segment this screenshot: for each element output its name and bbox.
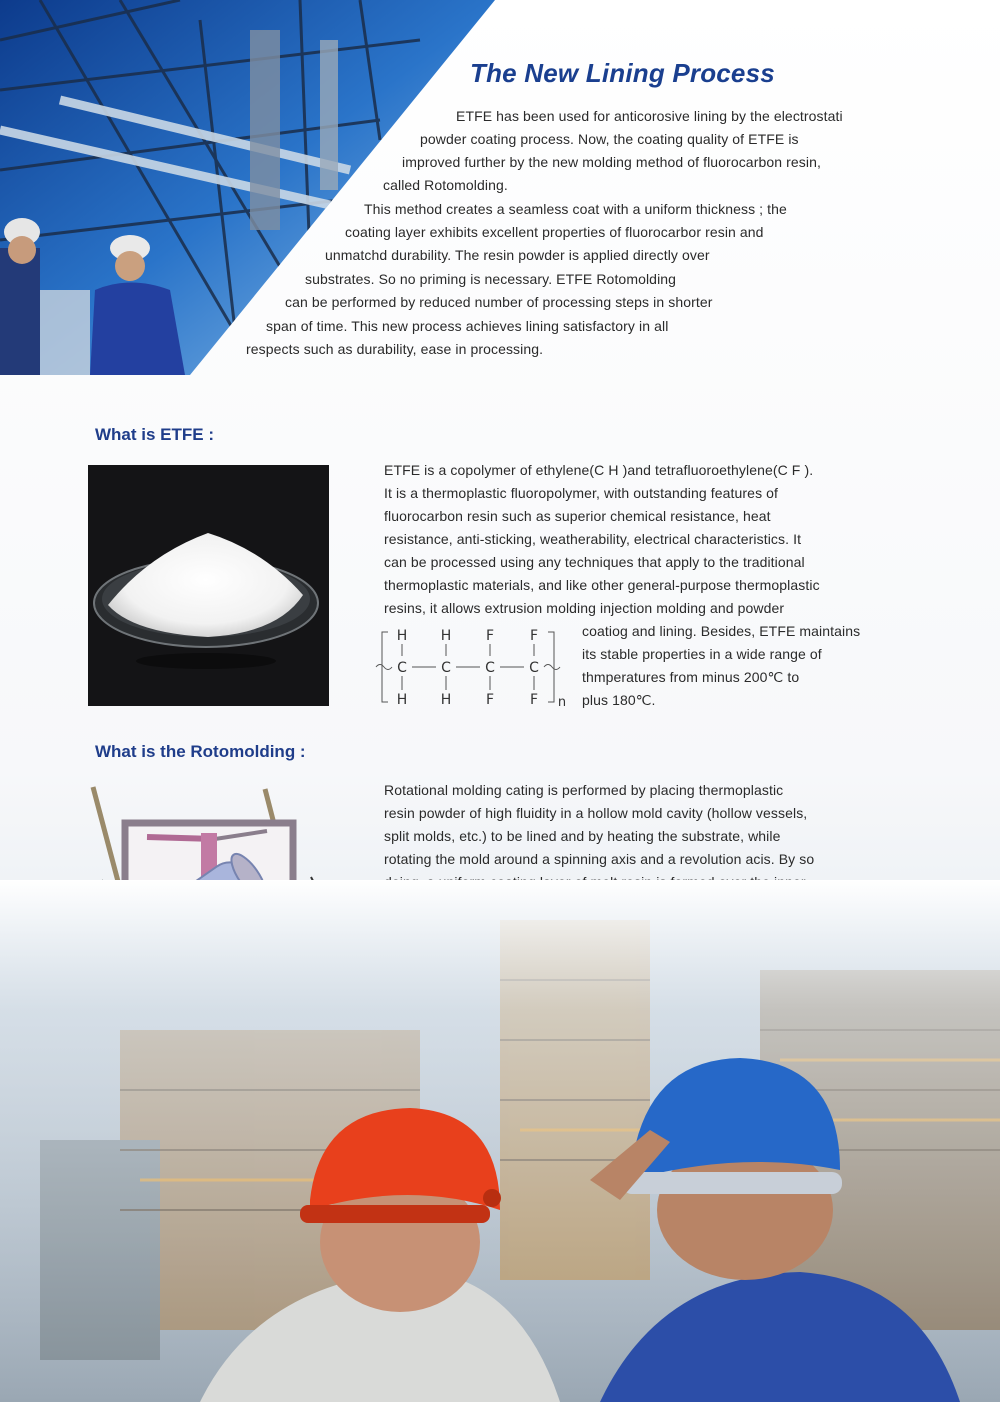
roto-line: resin powder of high fluidity in a hollow mold cavity (hollow vessels,: [384, 805, 808, 821]
etfe-line: resistance, anti-sticking, weatherability, electrical characteristics. It: [384, 531, 802, 547]
etfe-structural-formula: [372, 624, 577, 712]
intro-line: respects such as durability, ease in processing.: [246, 341, 544, 357]
intro-line: ETFE has been used for anticorosive lining by the electrostati: [456, 108, 843, 124]
intro-line: substrates. So no priming is necessary. ETFE Rotomolding: [305, 271, 677, 287]
intro-line: called Rotomolding.: [383, 177, 508, 193]
intro-line: improved further by the new molding method of fluorocarbon resin,: [402, 154, 821, 170]
roto-line: rotating the mold around a spinning axis and a revolution acis. By so: [384, 851, 815, 867]
etfe-line: thermoplastic materials, and like other general-purpose thermoplastic: [384, 577, 820, 593]
formula-carbon: C: [529, 660, 539, 676]
formula-carbon: C: [397, 660, 407, 676]
formula-carbon: C: [485, 660, 495, 676]
etfe-line: fluorocarbon resin such as superior chemical resistance, heat: [384, 508, 771, 524]
intro-line: unmatchd durability. The resin powder is applied directly over: [325, 247, 710, 263]
etfe-side-line: its stable properties in a wide range of: [582, 646, 822, 662]
intro-line: span of time. This new process achieves lining satisfactory in all: [266, 318, 669, 334]
intro-line: coating layer exhibits excellent properties of fluorocarbor resin and: [345, 224, 764, 240]
etfe-line: can be processed using any techniques that apply to the traditional: [384, 554, 805, 570]
etfe-powder-photo: [88, 465, 329, 706]
formula-bottom-atom: F: [529, 692, 539, 708]
rotomolding-heading: What is the Rotomolding :: [95, 742, 306, 761]
etfe-line: resins, it allows extrusion molding injection molding and powder: [384, 600, 785, 616]
formula-subscript: n: [557, 695, 567, 710]
etfe-heading: What is ETFE :: [95, 425, 214, 444]
roto-line: Rotational molding cating is performed by placing thermoplastic: [384, 782, 784, 798]
etfe-line: ETFE is a copolymer of ethylene(C H )and tetrafluoroethylene(C F ).: [384, 462, 814, 478]
formula-bottom-atom: F: [485, 692, 495, 708]
intro-line: can be performed by reduced number of processing steps in shorter: [285, 294, 713, 310]
roto-line: split molds, etc.) to be lined and by heating the substrate, while: [384, 828, 781, 844]
intro-line: This method creates a seamless coat with a uniform thickness ; the: [364, 201, 787, 217]
formula-carbon: C: [441, 660, 451, 676]
etfe-side-line: coatiog and lining. Besides, ETFE maintains: [582, 623, 861, 639]
formula-bottom-atom: H: [396, 692, 408, 708]
formula-top-atom: H: [440, 628, 452, 644]
bottom-industrial-photo: [0, 880, 1000, 1402]
formula-top-atom: F: [485, 628, 495, 644]
intro-line: powder coating process. Now, the coating quality of ETFE is: [420, 131, 799, 147]
page-title: The New Lining Process: [470, 58, 775, 88]
formula-bottom-atom: H: [440, 692, 452, 708]
formula-top-atom: F: [529, 628, 539, 644]
etfe-side-line: plus 180℃.: [582, 692, 656, 708]
etfe-side-line: thmperatures from minus 200℃ to: [582, 669, 800, 685]
etfe-line: It is a thermoplastic fluoropolymer, with outstanding features of: [384, 485, 779, 501]
formula-top-atom: H: [396, 628, 408, 644]
powder-dish-image: [88, 465, 329, 706]
